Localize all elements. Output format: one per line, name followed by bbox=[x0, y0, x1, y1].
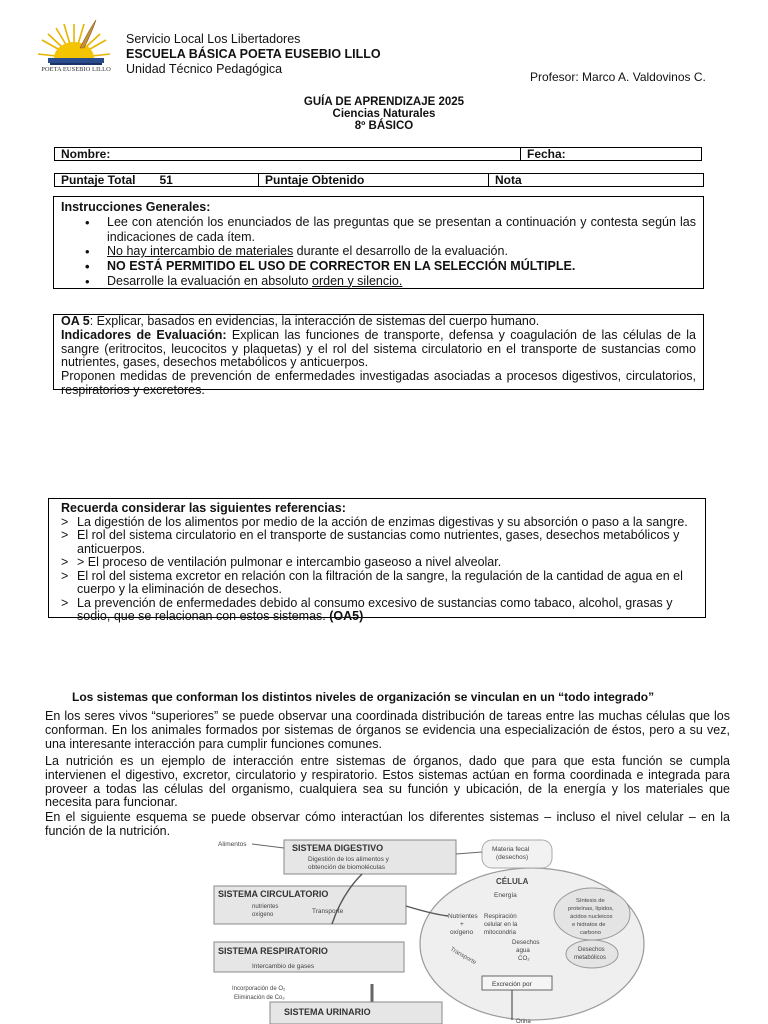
met-waste-1: Desechos bbox=[578, 947, 605, 953]
nutrients-label: Nutrientes bbox=[448, 913, 478, 920]
food-label: Alimentos bbox=[218, 841, 247, 848]
cell-title: CÉLULA bbox=[496, 877, 529, 886]
instruction-item bbox=[81, 259, 696, 274]
references-box bbox=[48, 498, 706, 623]
food-arrow bbox=[252, 844, 284, 848]
reference-item bbox=[61, 597, 693, 624]
total-score-cell bbox=[55, 174, 259, 186]
respiration-1: Respiración bbox=[484, 913, 517, 920]
reference-item: > La digestión de los alimentos por medio de la acción de enzimas digestivas y su absorción o paso a la sangre. bbox=[61, 516, 693, 530]
logo-caption: POETA EUSEBIO LILLO bbox=[41, 66, 111, 73]
digestive-title: SISTEMA DIGESTIVO bbox=[292, 843, 384, 853]
digestive-desc1: Digestión de los alimentos y bbox=[308, 856, 389, 863]
unit-name: Unidad Técnico Pedagógica bbox=[126, 61, 283, 76]
waste-2: agua bbox=[516, 947, 530, 954]
reference-item: > El rol del sistema circulatorio en el transporte de sustancias como nutrientes, gases, desechos metabólicos y anticuerpos. bbox=[61, 529, 693, 556]
reference-item: > El rol del sistema excretor en relación con la filtración de la sangre, la regulación de la cantidad de agua en el cuerpo y la eliminación de desechos. bbox=[61, 570, 693, 597]
incorporation-2: Eliminación de Co₂ bbox=[234, 995, 285, 1001]
instruction-underlined: orden y silencio. bbox=[312, 273, 403, 288]
sun-logo-icon bbox=[34, 18, 118, 66]
instruction-text: Lee con atención los enunciados de las preguntas que se presentan a continuación y contesta según las indicaciones de cada ítem. bbox=[107, 214, 696, 244]
total-score-value: 51 bbox=[159, 172, 173, 187]
instruction-item bbox=[81, 244, 696, 259]
grade-cell[interactable] bbox=[489, 174, 703, 186]
plus-sign: + bbox=[460, 921, 464, 928]
gas-exchange-label: Intercambio de gases bbox=[252, 963, 315, 970]
paragraph-1: En los seres vivos “superiores” se puede observar una coordinada distribución de tareas entre las muchas células que los conforman. En los animales formados por sistemas de órganos se evidencia una especialización de éstos, pero a su vez, una interesante interacción para cumplir funciones comunes. bbox=[45, 709, 730, 751]
synthesis-4: e hidratos de bbox=[572, 922, 606, 928]
circulatory-title: SISTEMA CIRCULATORIO bbox=[218, 889, 329, 899]
instruction-text: NO ESTÁ PERMITIDO EL USO DE CORRECTOR EN LA SELECCIÓN MÚLTIPLE. bbox=[107, 259, 576, 273]
school-header bbox=[126, 32, 381, 76]
metabolic-waste-ellipse bbox=[566, 940, 618, 968]
learning-objective-box bbox=[53, 314, 704, 397]
indicators-label: Indicadores de Evaluación: bbox=[61, 327, 227, 342]
excretion-label: Excreción por bbox=[492, 981, 532, 988]
guide-title: GUÍA DE APRENDIZAJE 2025 bbox=[303, 96, 465, 108]
waste-label2: (desechos) bbox=[496, 854, 529, 861]
grade-title: 8º BÁSICO bbox=[354, 120, 414, 132]
circ-oxygen: oxígeno bbox=[252, 912, 274, 918]
subject-title: Ciencias Naturales bbox=[332, 108, 436, 120]
met-waste-2: metabólicos bbox=[574, 955, 607, 961]
respiration-2: celular en la bbox=[484, 921, 518, 928]
student-info-row bbox=[54, 147, 702, 161]
reference-item: > > El proceso de ventilación pulmonar e intercambio gaseoso a nivel alveolar. bbox=[61, 556, 693, 570]
synthesis-5: carbono bbox=[580, 930, 601, 936]
reference-oa-tag: (OA5) bbox=[329, 609, 364, 623]
waste-label1: Materia fecal bbox=[492, 846, 530, 853]
urinary-title: SISTEMA URINARIO bbox=[284, 1007, 371, 1017]
section-heading: Los sistemas que conforman los distintos niveles de organización se vinculan en un “todo integrado” bbox=[72, 690, 655, 704]
instruction-item bbox=[81, 215, 696, 245]
indicators bbox=[61, 329, 696, 370]
oa-line bbox=[61, 315, 696, 329]
respiration-3: mitocondria bbox=[484, 929, 516, 936]
synthesis-2: proteínas, lípidos, bbox=[568, 906, 614, 912]
instruction-text: durante el desarrollo de la evaluación. bbox=[293, 244, 508, 259]
paragraph-3: En el siguiente esquema se puede observar cómo interactúan los diferentes sistemas – incluso el nivel celular – en la función de la nutrición. bbox=[45, 810, 730, 838]
obtained-score-cell[interactable] bbox=[259, 174, 489, 186]
school-logo bbox=[34, 18, 118, 80]
obtained-score-label: Puntaje Obtenido bbox=[265, 172, 365, 187]
score-row bbox=[54, 173, 704, 187]
circ-nutrients: nutrientes bbox=[252, 904, 279, 910]
grade-label: Nota bbox=[495, 172, 522, 187]
instructions-box bbox=[53, 196, 704, 289]
energy-label: Energía bbox=[494, 892, 517, 899]
service-name: Servicio Local Los Libertadores bbox=[126, 32, 301, 46]
references-heading: Recuerda considerar las siguientes referencias: bbox=[61, 501, 346, 515]
date-field[interactable] bbox=[521, 148, 701, 160]
synthesis-1: Síntesis de bbox=[576, 898, 605, 904]
name-field[interactable] bbox=[55, 148, 521, 160]
oa-label: OA 5 bbox=[61, 314, 90, 328]
date-label: Fecha: bbox=[527, 146, 566, 161]
synthesis-3: ácidos nucleicos bbox=[570, 914, 613, 920]
indicators-text: Explican las funciones de transporte, defensa y coagulación de las células de la sangre (eritrocitos, leucocitos y plaquetas) y el rol del sistema circulatorio en el transporte de sustancias como nutrientes, gases, desechos metabólicos y anticuerpos. bbox=[61, 327, 697, 370]
instruction-text: Desarrolle la evaluación en absoluto bbox=[107, 273, 312, 288]
school-name: ESCUELA BÁSICA POETA EUSEBIO LILLO bbox=[126, 46, 381, 61]
urine-label: Orina bbox=[516, 1019, 531, 1024]
waste-3: CO₂ bbox=[518, 955, 530, 962]
instructions-heading: Instrucciones Generales: bbox=[61, 200, 211, 214]
nutrition-systems-diagram bbox=[212, 834, 648, 1024]
oxygen-label: oxígeno bbox=[450, 929, 474, 936]
oa-proposal: Proponen medidas de prevención de enfermedades investigadas asociadas a procesos digestivos, circulatorios, respiratorios y excretores. bbox=[61, 369, 696, 397]
oa-text: : Explicar, basados en evidencias, la interacción de sistemas del cuerpo humano. bbox=[89, 314, 540, 328]
transport-label: Transporte bbox=[312, 908, 344, 915]
teacher-name: Profesor: Marco A. Valdovinos C. bbox=[530, 70, 706, 84]
waste-1: Desechos bbox=[512, 939, 540, 946]
respiratory-title: SISTEMA RESPIRATORIO bbox=[218, 946, 328, 956]
instruction-underlined: No hay intercambio de materiales bbox=[107, 244, 294, 259]
instruction-item bbox=[81, 274, 696, 289]
paragraph-2: La nutrición es un ejemplo de interacción entre sistemas de órganos, dado que para que esta función se cumpla intervienen el digestivo, excretor, circulatorio y respiratorio. Estos sistemas actúan en forma coordinada e integrada para proveer a todas las células del organismo, cualquiera sea su función y ubicación, de la energía y los materiales que necesita para funcionar. bbox=[45, 754, 730, 810]
reference-text: La prevención de enfermedades debido al consumo excesivo de sustancias como tabaco, alcohol, grasas y sodio, que se relacionan con estos sistemas. bbox=[77, 595, 673, 623]
transport-label-2: Transporte bbox=[449, 946, 477, 967]
waste-arrow bbox=[456, 852, 482, 854]
digestive-desc2: obtención de biomoléculas bbox=[308, 864, 385, 871]
name-label: Nombre: bbox=[61, 146, 111, 161]
total-score-label: Puntaje Total bbox=[61, 172, 136, 187]
incorporation-1: Incorporación de O₂ bbox=[232, 986, 286, 992]
